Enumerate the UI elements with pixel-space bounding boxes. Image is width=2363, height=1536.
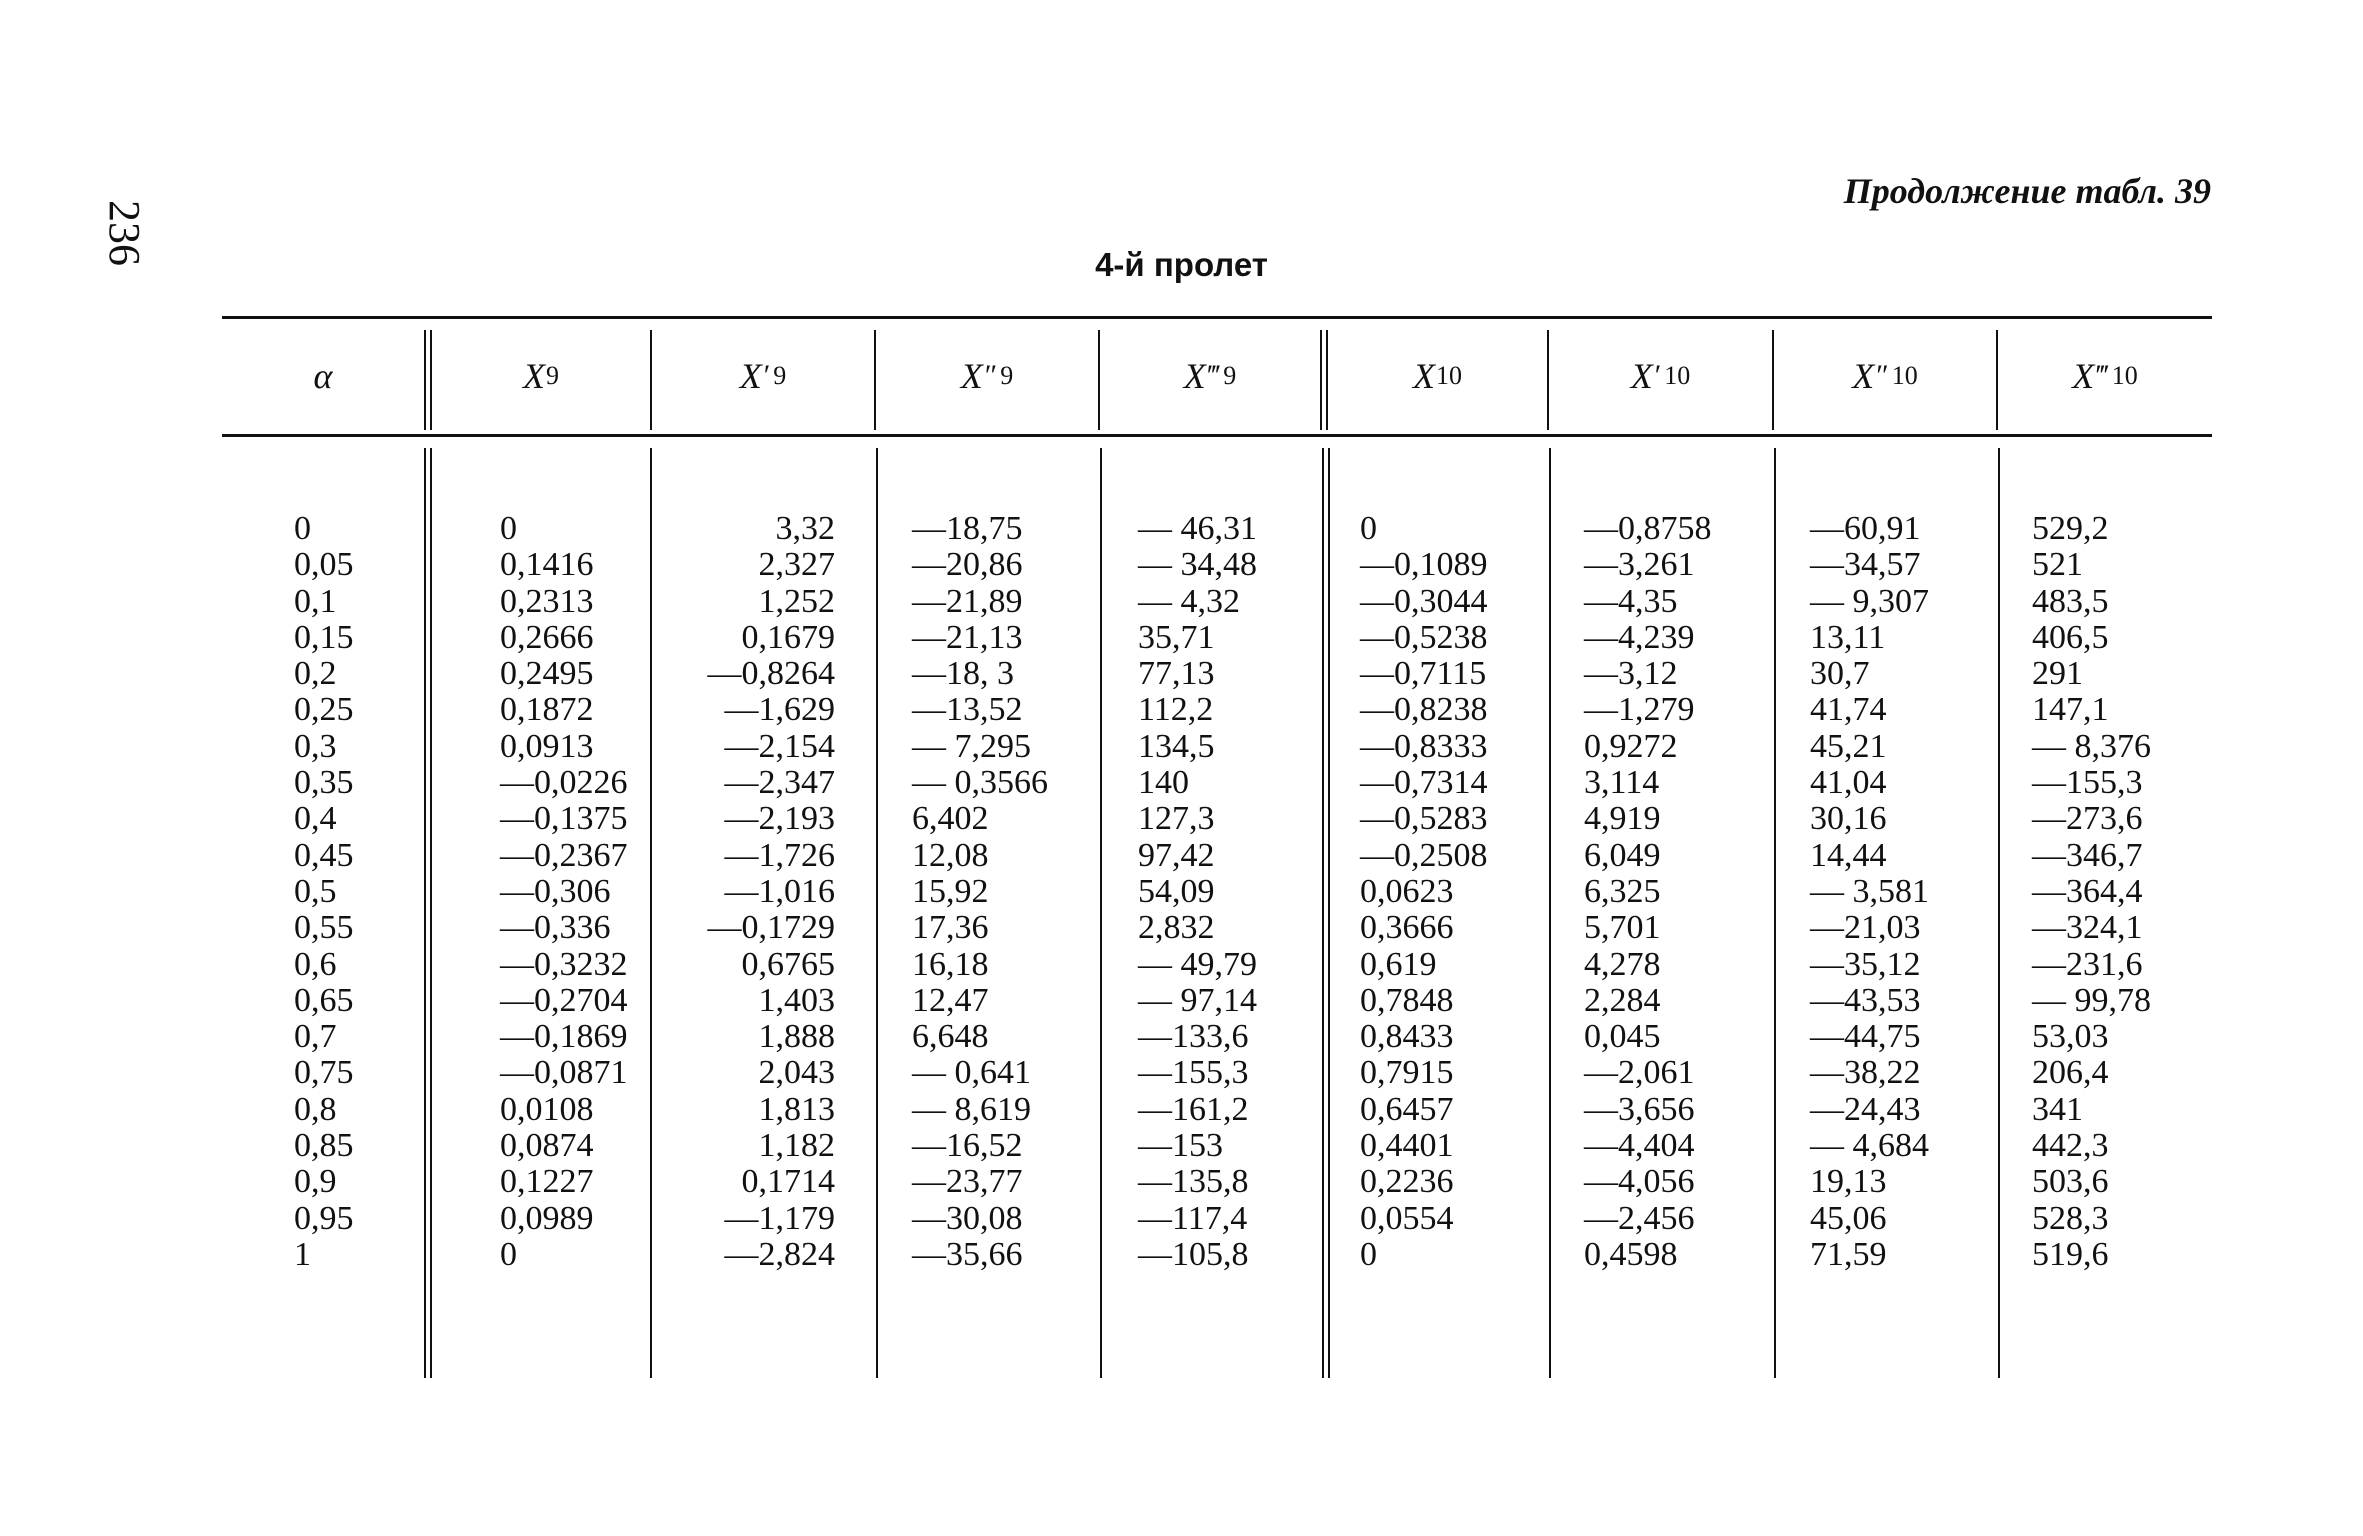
table-cell: — 49,79 bbox=[1138, 945, 1257, 983]
header-prime: ‴ bbox=[1207, 359, 1223, 392]
table-cell: 6,402 bbox=[912, 800, 989, 838]
table-cell: 521 bbox=[2032, 546, 2083, 584]
table-cell: 0,2666 bbox=[500, 618, 594, 656]
table-cell: 0,7 bbox=[294, 1018, 337, 1056]
table-cell: 0,0913 bbox=[500, 727, 594, 765]
column-x10 bbox=[1360, 511, 1488, 1273]
table-cell: —2,154 bbox=[724, 727, 835, 765]
table-cell: 0,4401 bbox=[1360, 1127, 1454, 1165]
table-cell: 3,114 bbox=[1584, 764, 1660, 802]
table-header-rule bbox=[222, 434, 2212, 437]
header-prime: ″ bbox=[1876, 359, 1891, 392]
table-cell: 3,32 bbox=[775, 510, 835, 547]
header-subscript: 9 bbox=[773, 361, 787, 390]
table-cell: 6,325 bbox=[1584, 872, 1661, 910]
table-cell: 0,05 bbox=[294, 546, 354, 584]
table-cell: 0,4598 bbox=[1584, 1235, 1678, 1273]
table-cell: — 4,32 bbox=[1138, 582, 1240, 620]
table-cell: 0 bbox=[500, 1235, 517, 1273]
table-cell: 442,3 bbox=[2032, 1127, 2109, 1165]
table-cell: 406,5 bbox=[2032, 618, 2109, 656]
header-prime: ′ bbox=[763, 359, 773, 392]
table-cell: 0,35 bbox=[294, 764, 354, 802]
table-cell: 0,3 bbox=[294, 727, 337, 765]
table-cell: 140 bbox=[1138, 764, 1189, 802]
table-cell: 134,5 bbox=[1138, 727, 1215, 765]
table-cell: 30,16 bbox=[1810, 800, 1887, 838]
table-cell: 30,7 bbox=[1810, 655, 1870, 693]
table-cell: —0,1375 bbox=[500, 800, 628, 838]
table-cell: —324,1 bbox=[2032, 909, 2143, 947]
header-symbol: X bbox=[1413, 356, 1435, 396]
table-cell: — 8,376 bbox=[2032, 727, 2151, 765]
header-subscript: 10 bbox=[1891, 361, 1918, 390]
section-title: 4-й пролет bbox=[1095, 246, 1268, 283]
table-cell: — 3,581 bbox=[1810, 872, 1929, 910]
table-cell: —0,8238 bbox=[1360, 691, 1488, 729]
table-cell: — 34,48 bbox=[1138, 546, 1257, 584]
table-cell: 4,278 bbox=[1584, 945, 1661, 983]
table-cell: —346,7 bbox=[2032, 836, 2143, 874]
table-cell: —0,0871 bbox=[500, 1054, 628, 1092]
header-subscript: 10 bbox=[1436, 361, 1462, 390]
column-divider bbox=[1322, 448, 1330, 1378]
running-head: Продолжение табл. 39 bbox=[1843, 171, 2211, 211]
header-symbol: X bbox=[1183, 356, 1206, 396]
table-cell: — 9,307 bbox=[1810, 582, 1929, 620]
table-cell: —0,8333 bbox=[1360, 727, 1488, 765]
table-cell: 483,5 bbox=[2032, 582, 2109, 620]
table-cell: —0,0226 bbox=[500, 764, 628, 802]
table-cell: 0,7848 bbox=[1360, 981, 1454, 1019]
table-cell: 12,47 bbox=[912, 981, 989, 1019]
table-cell: —18,75 bbox=[912, 510, 1023, 547]
table-cell: 0,2236 bbox=[1360, 1163, 1454, 1201]
column-x9-triple-prime bbox=[1138, 511, 1257, 1273]
table-cell: —30,08 bbox=[912, 1199, 1023, 1237]
table-cell: —18, 3 bbox=[912, 655, 1014, 693]
table-cell: —0,8758 bbox=[1584, 510, 1712, 547]
table-cell: 45,21 bbox=[1810, 727, 1887, 765]
table-cell: —0,5238 bbox=[1360, 618, 1488, 656]
column-x9 bbox=[500, 511, 628, 1273]
table-cell: —2,193 bbox=[724, 800, 835, 838]
table-cell: 12,08 bbox=[912, 836, 989, 874]
table-cell: 1,813 bbox=[758, 1090, 835, 1128]
table-cell: 0 bbox=[1360, 510, 1377, 547]
table-cell: —364,4 bbox=[2032, 872, 2143, 910]
table-cell: 0,55 bbox=[294, 909, 354, 947]
table-cell: 5,701 bbox=[1584, 909, 1661, 947]
column-header-x9-double-prime bbox=[876, 330, 1098, 422]
table-cell: 341 bbox=[2032, 1090, 2083, 1128]
table-cell: —16,52 bbox=[912, 1127, 1023, 1165]
table-cell: 0,8 bbox=[294, 1090, 337, 1128]
table-cell: —0,1089 bbox=[1360, 546, 1488, 584]
table-cell: —38,22 bbox=[1810, 1054, 1921, 1092]
header-symbol: α bbox=[313, 356, 333, 396]
table-cell: —155,3 bbox=[2032, 764, 2143, 802]
table-cell: —21,89 bbox=[912, 582, 1023, 620]
table-cell: 6,648 bbox=[912, 1018, 989, 1056]
column-header-x10 bbox=[1328, 330, 1547, 422]
column-divider bbox=[424, 330, 432, 430]
header-prime: ″ bbox=[984, 359, 1000, 392]
table-cell: — 7,295 bbox=[912, 727, 1031, 765]
table-cell: —117,4 bbox=[1138, 1199, 1248, 1237]
column-x10-prime bbox=[1584, 511, 1712, 1273]
table-cell: 2,284 bbox=[1584, 981, 1661, 1019]
table-cell: 206,4 bbox=[2032, 1054, 2109, 1092]
table-cell: —2,061 bbox=[1584, 1054, 1695, 1092]
table-cell: — 99,78 bbox=[2032, 981, 2151, 1019]
table-cell: 0,6 bbox=[294, 945, 337, 983]
column-header-x10-prime bbox=[1549, 330, 1772, 422]
table-cell: 0,0623 bbox=[1360, 872, 1454, 910]
table-cell: 77,13 bbox=[1138, 655, 1215, 693]
column-x9-double-prime bbox=[912, 511, 1048, 1273]
table-cell: 1,182 bbox=[758, 1127, 835, 1165]
column-header-x9-triple-prime bbox=[1100, 330, 1320, 422]
table-cell: 0,7915 bbox=[1360, 1054, 1454, 1092]
table-cell: —4,056 bbox=[1584, 1163, 1695, 1201]
table-cell: 1,252 bbox=[758, 582, 835, 620]
table-cell: 0,1227 bbox=[500, 1163, 594, 1201]
table-cell: 0,6765 bbox=[741, 945, 835, 983]
table-cell: 41,74 bbox=[1810, 691, 1887, 729]
table-cell: 0,045 bbox=[1584, 1018, 1661, 1056]
table-cell: 0,75 bbox=[294, 1054, 354, 1092]
table-cell: 0,15 bbox=[294, 618, 354, 656]
table-cell: — 8,619 bbox=[912, 1090, 1031, 1128]
table-cell: —35,66 bbox=[912, 1235, 1023, 1273]
table-cell: —1,726 bbox=[724, 836, 835, 874]
table-cell: —0,1869 bbox=[500, 1018, 628, 1056]
table-cell: —0,8264 bbox=[707, 655, 835, 693]
table-cell: —21,03 bbox=[1810, 909, 1921, 947]
table-cell: 112,2 bbox=[1138, 691, 1214, 729]
table-cell: 0,6457 bbox=[1360, 1090, 1454, 1128]
table-cell: 1,403 bbox=[758, 981, 835, 1019]
table-cell: —0,7314 bbox=[1360, 764, 1488, 802]
table-cell: —0,306 bbox=[500, 872, 611, 910]
table-cell: — 0,3566 bbox=[912, 764, 1048, 802]
table-cell: —34,57 bbox=[1810, 546, 1921, 584]
table-cell: —135,8 bbox=[1138, 1163, 1249, 1201]
column-header-x9 bbox=[432, 330, 650, 422]
table-cell: —161,2 bbox=[1138, 1090, 1249, 1128]
table-cell: —13,52 bbox=[912, 691, 1023, 729]
table-cell: 529,2 bbox=[2032, 510, 2109, 547]
table-cell: —4,404 bbox=[1584, 1127, 1695, 1165]
table-cell: 0,0554 bbox=[1360, 1199, 1454, 1237]
table-cell: —0,3232 bbox=[500, 945, 628, 983]
table-cell: 15,92 bbox=[912, 872, 989, 910]
table-cell: — 0,641 bbox=[912, 1054, 1031, 1092]
table-cell: 2,832 bbox=[1138, 909, 1215, 947]
table-cell: 0,1714 bbox=[741, 1163, 835, 1201]
table-cell: 14,44 bbox=[1810, 836, 1887, 874]
column-header-x10-triple-prime bbox=[1998, 330, 2212, 422]
table-cell: —105,8 bbox=[1138, 1235, 1249, 1273]
column-divider bbox=[876, 448, 878, 1378]
table-cell: —0,336 bbox=[500, 909, 611, 947]
column-x10-triple-prime bbox=[2032, 511, 2151, 1273]
table-cell: 0,619 bbox=[1360, 945, 1437, 983]
table-cell: 0,1 bbox=[294, 582, 337, 620]
column-header-x9-prime bbox=[652, 330, 874, 422]
column-divider bbox=[1998, 448, 2000, 1378]
table-cell: 53,03 bbox=[2032, 1018, 2109, 1056]
column-divider bbox=[1320, 330, 1328, 430]
table-cell: —35,12 bbox=[1810, 945, 1921, 983]
page-number: 236 bbox=[100, 200, 149, 266]
table-cell: 2,043 bbox=[758, 1054, 835, 1092]
table-cell: 6,049 bbox=[1584, 836, 1661, 874]
table-cell: 0,1872 bbox=[500, 691, 594, 729]
table-cell: 0 bbox=[294, 510, 311, 547]
table-cell: 528,3 bbox=[2032, 1199, 2109, 1237]
table-cell: —1,016 bbox=[724, 872, 835, 910]
table-cell: — 97,14 bbox=[1138, 981, 1257, 1019]
table-cell: 54,09 bbox=[1138, 872, 1215, 910]
table-cell: 0,85 bbox=[294, 1127, 354, 1165]
table-cell: 1,888 bbox=[758, 1018, 835, 1056]
table-cell: 0,45 bbox=[294, 836, 354, 874]
table-cell: —0,2704 bbox=[500, 981, 628, 1019]
column-alpha bbox=[294, 511, 354, 1273]
table-cell: —21,13 bbox=[912, 618, 1023, 656]
table-cell: —0,7115 bbox=[1360, 655, 1487, 693]
table-cell: 45,06 bbox=[1810, 1199, 1887, 1237]
table-cell: —0,3044 bbox=[1360, 582, 1488, 620]
table-cell: 71,59 bbox=[1810, 1235, 1887, 1273]
table-cell: —4,35 bbox=[1584, 582, 1678, 620]
table-cell: — 46,31 bbox=[1138, 510, 1257, 547]
table-cell: 97,42 bbox=[1138, 836, 1215, 874]
table-cell: —1,279 bbox=[1584, 691, 1695, 729]
table-cell: 0,95 bbox=[294, 1199, 354, 1237]
header-symbol: X bbox=[1630, 356, 1653, 396]
column-x9-prime bbox=[708, 511, 836, 1273]
table-cell: —3,12 bbox=[1584, 655, 1678, 693]
column-divider bbox=[424, 448, 432, 1378]
table-cell: —0,2508 bbox=[1360, 836, 1488, 874]
table-cell: 0,0108 bbox=[500, 1090, 594, 1128]
header-subscript: 9 bbox=[1223, 361, 1237, 390]
table-cell: 17,36 bbox=[912, 909, 989, 947]
table-cell: —23,77 bbox=[912, 1163, 1023, 1201]
table-cell: 291 bbox=[2032, 655, 2083, 693]
table-cell: —231,6 bbox=[2032, 945, 2143, 983]
column-header-x10-double-prime bbox=[1774, 330, 1996, 422]
header-prime: ‴ bbox=[2096, 359, 2111, 392]
table-cell: —2,456 bbox=[1584, 1199, 1695, 1237]
header-subscript: 9 bbox=[546, 361, 559, 390]
column-divider bbox=[1549, 448, 1551, 1378]
column-divider bbox=[1774, 448, 1776, 1378]
table-cell: —44,75 bbox=[1810, 1018, 1921, 1056]
table-cell: 0,5 bbox=[294, 872, 337, 910]
table-cell: 127,3 bbox=[1138, 800, 1215, 838]
header-subscript: 10 bbox=[2111, 361, 2138, 390]
header-symbol: X bbox=[1852, 356, 1875, 396]
table-cell: 0,9272 bbox=[1584, 727, 1678, 765]
table-cell: 0,1416 bbox=[500, 546, 594, 584]
table-cell: 4,919 bbox=[1584, 800, 1661, 838]
table-cell: —3,261 bbox=[1584, 546, 1695, 584]
table-cell: 0,0989 bbox=[500, 1199, 594, 1237]
column-x10-double-prime bbox=[1810, 511, 1929, 1273]
table-cell: 0 bbox=[1360, 1235, 1377, 1273]
table-cell: — 4,684 bbox=[1810, 1127, 1929, 1165]
table-cell: 13,11 bbox=[1810, 618, 1886, 656]
table-cell: 41,04 bbox=[1810, 764, 1887, 802]
header-subscript: 9 bbox=[1000, 361, 1014, 390]
table-top-rule bbox=[222, 316, 2212, 319]
column-header-alpha bbox=[222, 330, 424, 422]
header-symbol: X bbox=[523, 356, 545, 396]
table-cell: —60,91 bbox=[1810, 510, 1921, 547]
column-divider bbox=[1100, 448, 1102, 1378]
table-cell: 0,4 bbox=[294, 800, 337, 838]
table-cell: 0,0874 bbox=[500, 1127, 594, 1165]
header-prime: ′ bbox=[1654, 359, 1664, 392]
table-cell: —43,53 bbox=[1810, 981, 1921, 1019]
table-cell: —273,6 bbox=[2032, 800, 2143, 838]
header-symbol: X bbox=[960, 356, 983, 396]
table-cell: 0,65 bbox=[294, 981, 354, 1019]
table-cell: 0,1679 bbox=[741, 618, 835, 656]
table-cell: —2,824 bbox=[724, 1235, 835, 1273]
table-cell: —24,43 bbox=[1810, 1090, 1921, 1128]
table-cell: 147,1 bbox=[2032, 691, 2109, 729]
table-cell: —2,347 bbox=[724, 764, 835, 802]
table-cell: 519,6 bbox=[2032, 1235, 2109, 1273]
table-cell: —0,2367 bbox=[500, 836, 628, 874]
column-divider bbox=[650, 448, 652, 1378]
table-cell: 1 bbox=[294, 1235, 311, 1273]
table-cell: 35,71 bbox=[1138, 618, 1215, 656]
table-cell: 0 bbox=[500, 510, 517, 547]
table-cell: 16,18 bbox=[912, 945, 989, 983]
table-cell: 0,3666 bbox=[1360, 909, 1454, 947]
table-cell: —3,656 bbox=[1584, 1090, 1695, 1128]
header-symbol: X bbox=[2072, 356, 2095, 396]
table-cell: —155,3 bbox=[1138, 1054, 1249, 1092]
table-cell: —20,86 bbox=[912, 546, 1023, 584]
table-cell: 2,327 bbox=[758, 546, 835, 584]
table-cell: 0,2 bbox=[294, 655, 337, 693]
table-cell: —1,629 bbox=[724, 691, 835, 729]
table-cell: 19,13 bbox=[1810, 1163, 1887, 1201]
table-cell: 0,2495 bbox=[500, 655, 594, 693]
table-cell: 0,25 bbox=[294, 691, 354, 729]
table-cell: —1,179 bbox=[724, 1199, 835, 1237]
table-cell: 503,6 bbox=[2032, 1163, 2109, 1201]
table-cell: 0,8433 bbox=[1360, 1018, 1454, 1056]
table-cell: —0,5283 bbox=[1360, 800, 1488, 838]
table-cell: —133,6 bbox=[1138, 1018, 1249, 1056]
table-cell: —0,1729 bbox=[707, 909, 835, 947]
header-symbol: X bbox=[739, 356, 762, 396]
table-cell: —4,239 bbox=[1584, 618, 1695, 656]
table-cell: 0,2313 bbox=[500, 582, 594, 620]
table-cell: 0,9 bbox=[294, 1163, 337, 1201]
table-cell: —153 bbox=[1138, 1127, 1223, 1165]
header-subscript: 10 bbox=[1664, 361, 1691, 390]
